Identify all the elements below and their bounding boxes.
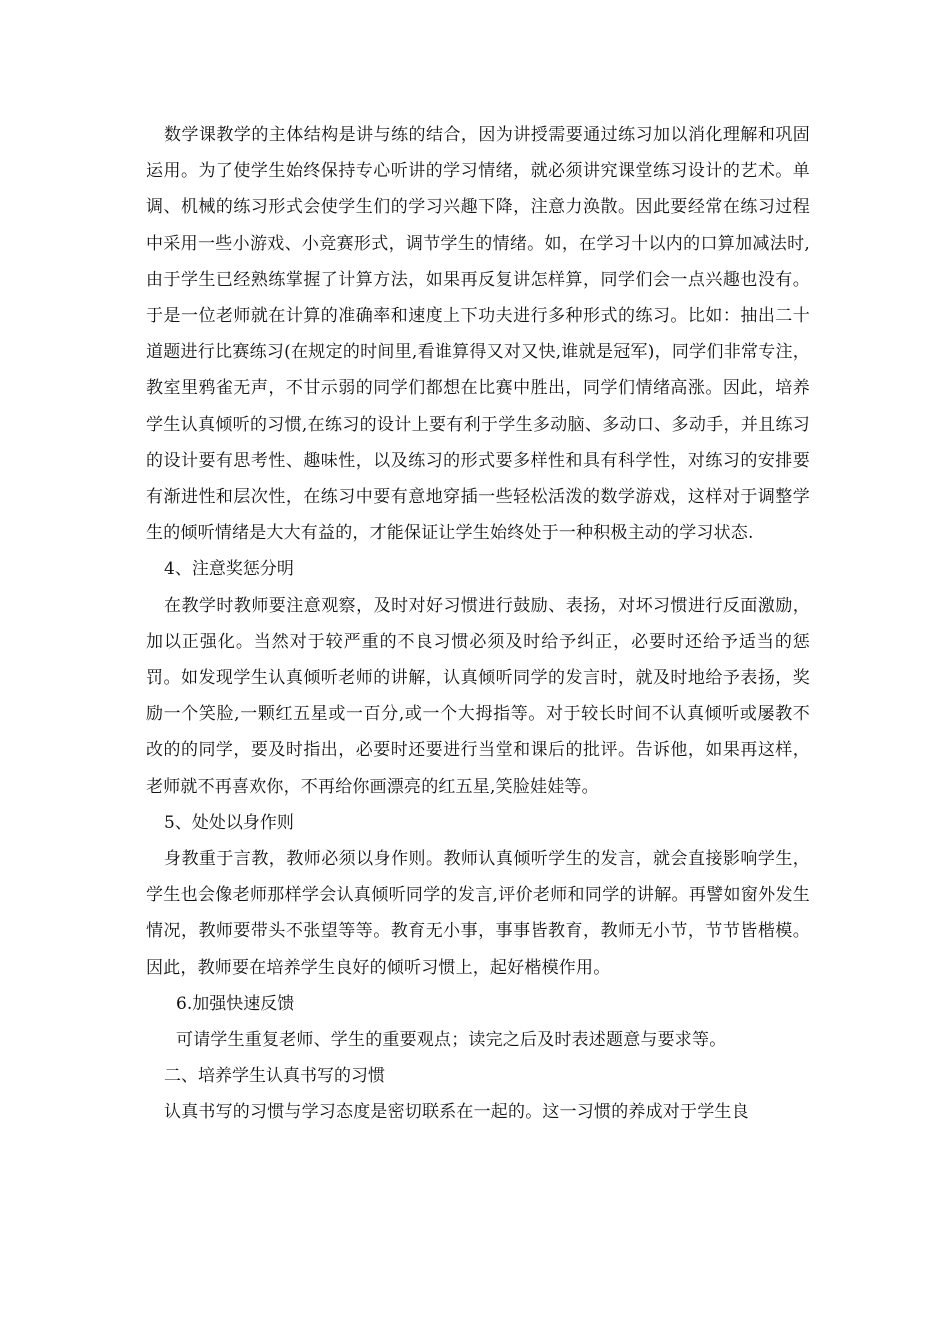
heading-quick-feedback: 6.加强快速反馈 (176, 993, 295, 1014)
paragraph-lead-by-example: 身教重于言教，教师必须以身作则。教师认真倾听学生的发言，就会直接影响学生，学生也会像老师那样学会认真倾听同学的发言,评价老师和同学的讲解。再譬如窗外发生情况，教师要带头不张望等等。教育无小事，事事皆教育，教师无小节，节节皆楷模。因此，教师要在培养学生良好的倾听习惯上，起好楷模作用。 (146, 849, 810, 978)
heading-writing-habit: 二、培养学生认真书写的习惯 (164, 1066, 385, 1087)
heading-reward-punishment: 4、注意奖惩分明 (164, 559, 294, 580)
paragraph-quick-feedback: 可请学生重复老师、学生的重要观点；读完之后及时表述题意与要求等。 (176, 1030, 727, 1051)
paragraph-writing-habit: 认真书写的习惯与学习态度是密切联系在一起的。这一习惯的养成对于学生良 (164, 1102, 749, 1123)
heading-lead-by-example: 5、处处以身作则 (164, 812, 294, 833)
paragraph-reward-punishment: 在教学时教师要注意观察，及时对好习惯进行鼓励、表扬，对坏习惯进行反面激励，加以正强化。当然对于较严重的不良习惯必须及时给予纠正，必要时还给予适当的惩罚。如发现学生认真倾听老师的讲解，认真倾听同学的发言时，就及时地给予表扬，奖励一个笑脸,一颗红五星或一百分,或一个大拇指等。对于较长时间不认真倾听或屡教不改的的同学，要及时指出，必要时还要进行当堂和课后的批评。告诉他，如果再这样，老师就不再喜欢你，不再给你画漂亮的红五星,笑脸娃娃等。 (146, 595, 810, 797)
paragraph-practice-design: 数学课教学的主体结构是讲与练的结合，因为讲授需要通过练习加以消化理解和巩固运用。为了使学生始终保持专心听讲的学习情绪，就必须讲究课堂练习设计的艺术。单调、机械的练习形式会使学生们的学习兴趣下降，注意力涣散。因此要经常在练习过程中采用一些小游戏、小竞赛形式，调节学生的情绪。如，在学习十以内的口算加减法时,由于学生已经熟练掌握了计算方法，如果再反复讲怎样算，同学们会一点兴趣也没有。于是一位老师就在计算的准确率和速度上下功夫进行多种形式的练习。比如：抽出二十道题进行比赛练习(在规定的时间里,看谁算得又对又快,谁就是冠军)，同学们非常专注，教室里鸦雀无声，不甘示弱的同学们都想在比赛中胜出，同学们情绪高涨。因此，培养学生认真倾听的习惯,在练习的设计上要有利于学生多动脑、多动口、多动手，并且练习的设计要有思考性、趣味性，以及练习的形式要多样性和具有科学性，对练习的安排要有渐进性和层次性，在练习中要有意地穿插一些轻松活泼的数学游戏，这样对于调整学生的倾听情绪是大大有益的，才能保证让学生始终处于一种积极主动的学习状态. (146, 125, 810, 544)
